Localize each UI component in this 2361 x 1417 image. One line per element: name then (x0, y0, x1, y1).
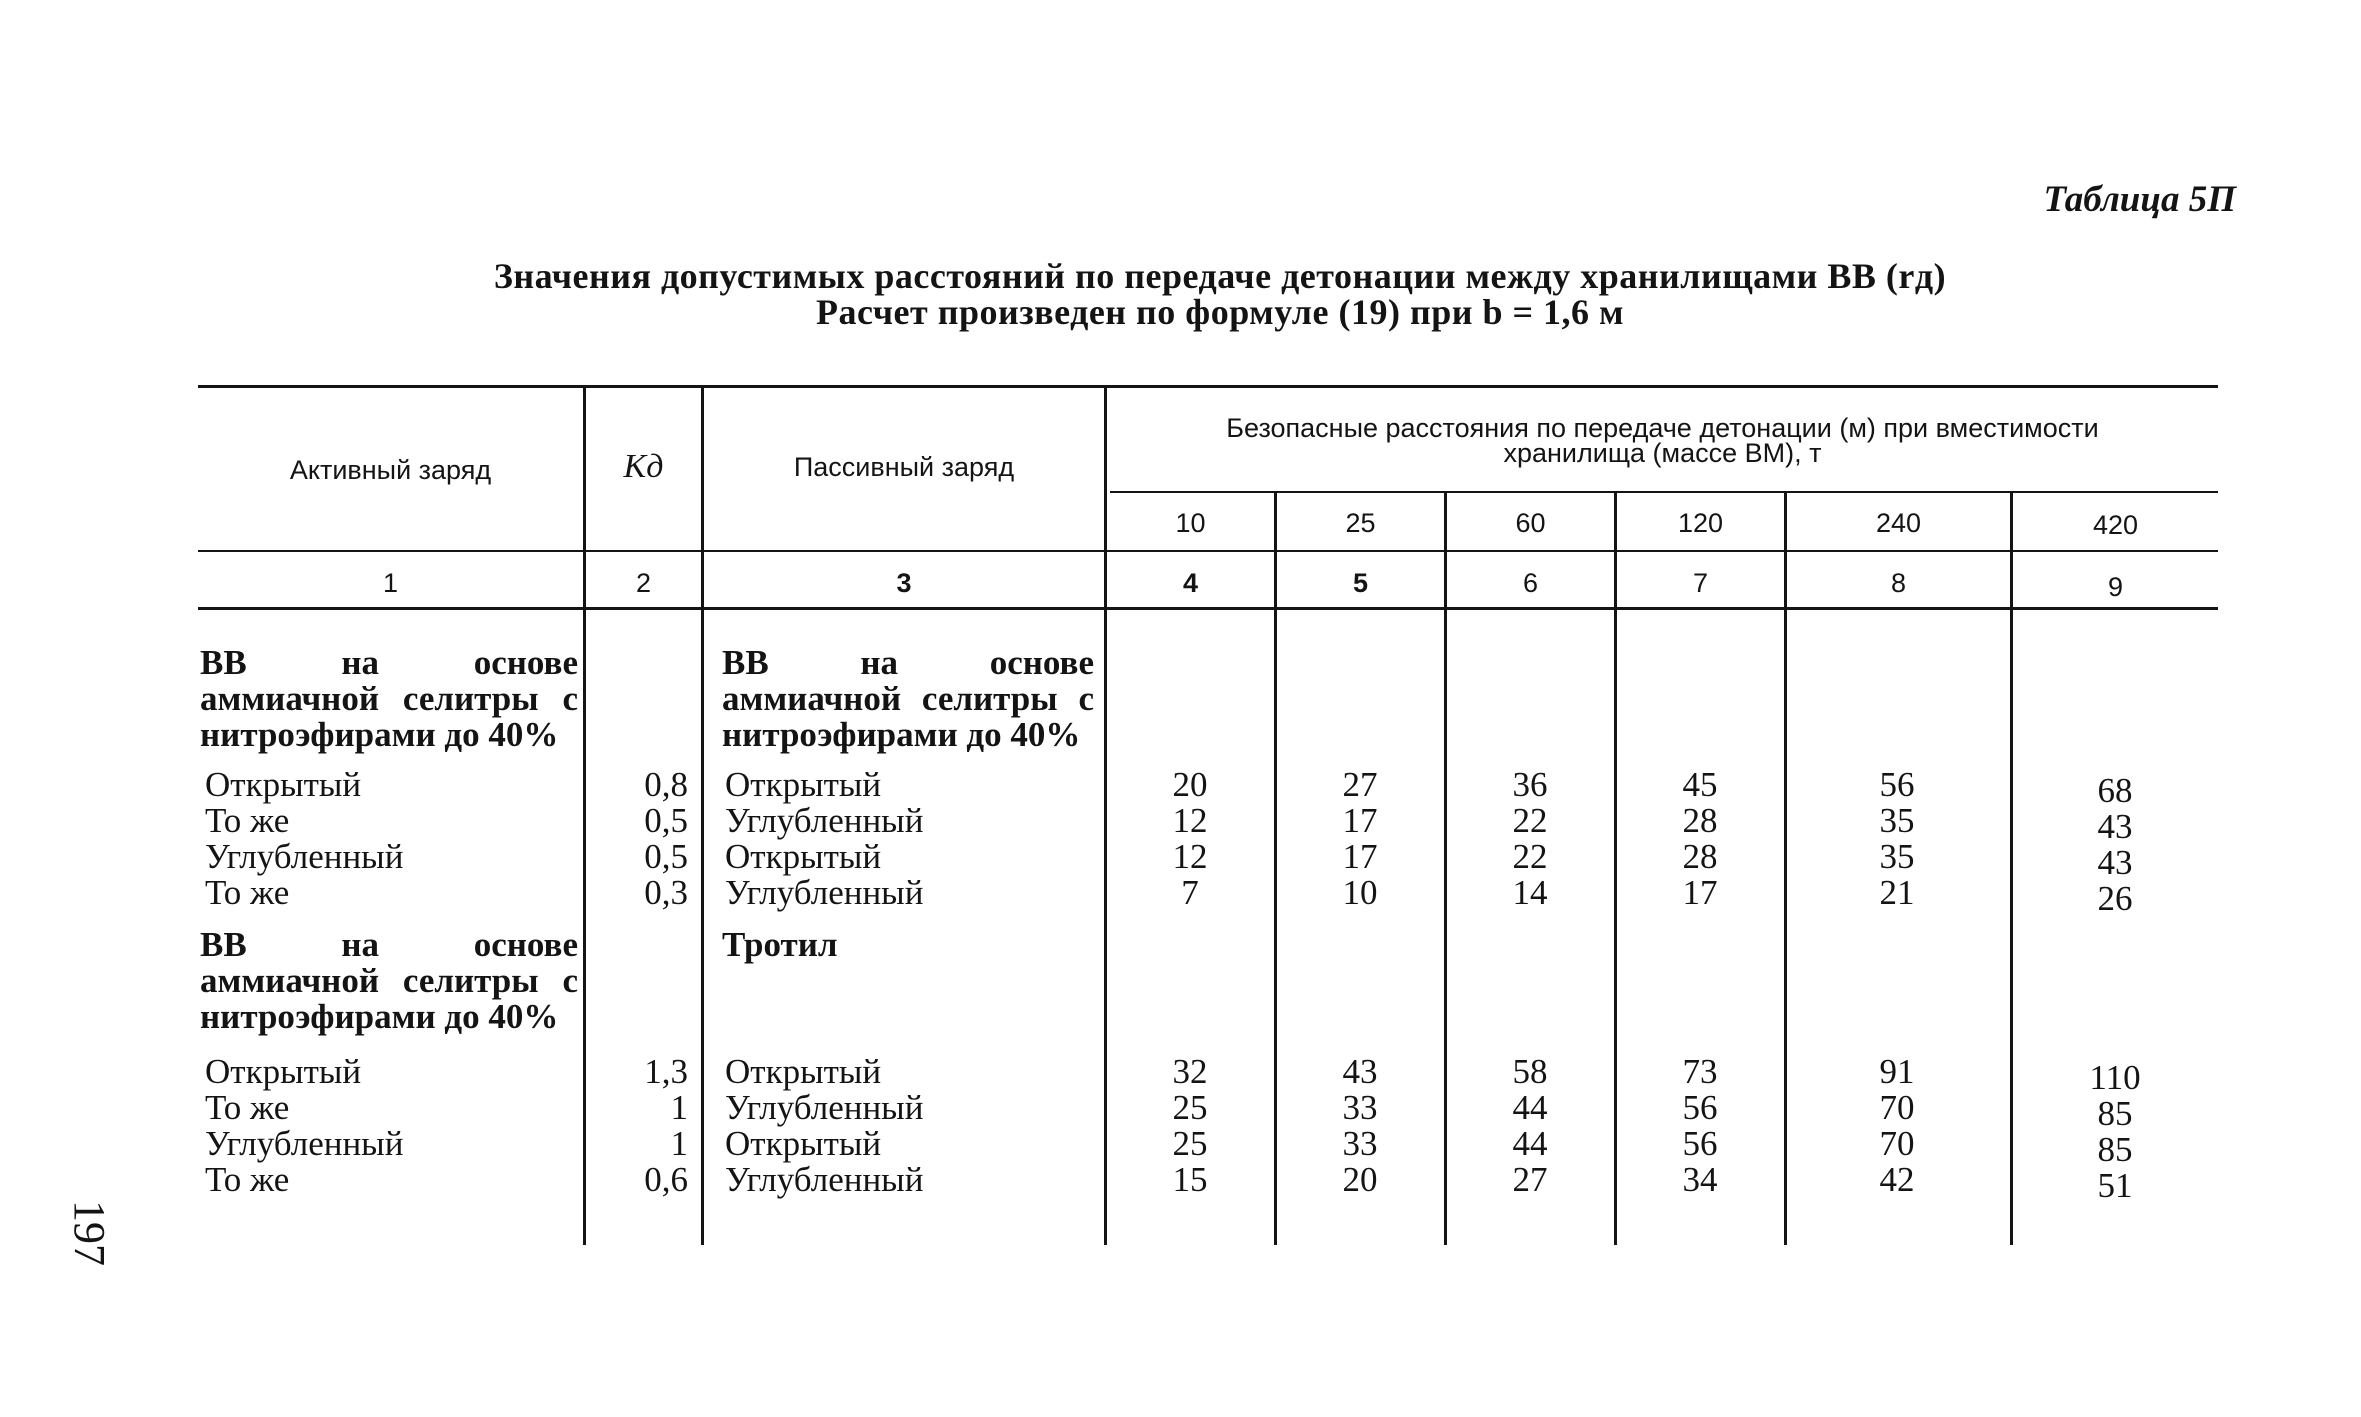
distance-cell: 15 (1172, 1160, 1208, 1199)
distance-cell: 20 (1342, 1160, 1378, 1199)
distance-cell: 28 (1682, 801, 1718, 840)
table-subtitle: Расчет произведен по формуле (19) при b = 1,6 м (815, 292, 1625, 332)
distance-cell: 51 (2097, 1166, 2133, 1205)
col-number-9: 9 (2107, 572, 2124, 602)
distance-cell: 17 (1682, 873, 1718, 912)
col-divider-2 (701, 385, 704, 1245)
distance-cell: 42 (1879, 1160, 1915, 1199)
active-charge-cell: То же (205, 1088, 290, 1127)
distance-cell: 27 (1342, 765, 1378, 804)
distance-cell: 58 (1512, 1052, 1548, 1091)
distance-cell: 44 (1512, 1124, 1548, 1163)
distance-cell: 44 (1512, 1088, 1548, 1127)
section-1-active-title: ВВ на основе аммиачной селитры с нитроэфирами до 40% (200, 643, 578, 754)
col-divider-5 (1444, 493, 1447, 1245)
passive-charge-cell: Открытый (725, 765, 882, 804)
distance-cell: 70 (1879, 1088, 1915, 1127)
capacity-240: 240 (1875, 508, 1922, 538)
active-charge-cell: То же (205, 873, 290, 912)
kd-cell: 0,5 (644, 837, 688, 876)
distance-cell: 33 (1342, 1124, 1378, 1163)
kd-cell: 1,3 (644, 1052, 688, 1091)
col-divider-6 (1614, 493, 1617, 1245)
distance-cell: 14 (1512, 873, 1548, 912)
header-passive: Пассивный заряд (793, 452, 1015, 482)
passive-charge-cell: Углубленный (725, 1160, 924, 1199)
col-number-1: 1 (382, 568, 399, 598)
col-divider-8 (2010, 493, 2013, 1245)
passive-charge-cell: Углубленный (725, 801, 924, 840)
distance-cell: 17 (1342, 801, 1378, 840)
distance-cell: 70 (1879, 1124, 1915, 1163)
passive-charge-cell: Углубленный (725, 873, 924, 912)
kd-cell: 0,5 (644, 801, 688, 840)
kd-cell: 0,6 (644, 1160, 688, 1199)
distance-cell: 35 (1879, 801, 1915, 840)
distance-cell: 25 (1172, 1124, 1208, 1163)
capacity-10: 10 (1175, 508, 1206, 538)
active-charge-cell: Углубленный (205, 1124, 404, 1163)
kd-cell: 0,8 (644, 765, 688, 804)
distance-cell: 12 (1172, 837, 1208, 876)
col-number-3: 3 (896, 568, 912, 598)
passive-charge-cell: Открытый (725, 837, 882, 876)
capacity-25: 25 (1345, 508, 1376, 538)
active-charge-cell: Открытый (205, 765, 362, 804)
distance-cell: 85 (2097, 1130, 2133, 1169)
distance-cell: 27 (1512, 1160, 1548, 1199)
header-safe-distance-2: хранилища (массе ВМ), т (1503, 438, 1822, 468)
distance-cell: 25 (1172, 1088, 1208, 1127)
active-charge-cell: То же (205, 801, 290, 840)
header-kd: Kд (623, 448, 664, 485)
col-number-8: 8 (1890, 568, 1907, 598)
distance-cell: 43 (2097, 807, 2133, 846)
active-charge-cell: То же (205, 1160, 290, 1199)
col-number-2: 2 (635, 568, 652, 598)
kd-cell: 1 (670, 1088, 688, 1127)
passive-charge-cell: Открытый (725, 1052, 882, 1091)
col-number-6: 6 (1522, 568, 1539, 598)
distance-cell: 56 (1879, 765, 1915, 804)
distance-cell: 91 (1879, 1052, 1915, 1091)
capacity-120: 120 (1677, 508, 1724, 538)
distance-cell: 85 (2097, 1094, 2133, 1133)
distance-cell: 68 (2097, 771, 2133, 810)
distance-cell: 34 (1682, 1160, 1718, 1199)
col-divider-7 (1784, 493, 1787, 1245)
col-number-5: 5 (1352, 568, 1369, 598)
distance-cell: 43 (2097, 843, 2133, 882)
section-2-passive-title: Тротил (722, 925, 838, 964)
active-charge-cell: Открытый (205, 1052, 362, 1091)
header-rule (198, 550, 2218, 552)
col-number-7: 7 (1692, 568, 1709, 598)
capacity-420: 420 (2092, 510, 2139, 540)
distance-cell: 56 (1682, 1088, 1718, 1127)
distance-cell: 32 (1172, 1052, 1208, 1091)
passive-charge-cell: Открытый (725, 1124, 882, 1163)
page-number: 197 (65, 1200, 114, 1266)
section-2-active-title: ВВ на основе аммиачной селитры с нитроэфирами до 40% (200, 925, 578, 1036)
distance-cell: 45 (1682, 765, 1718, 804)
distance-cell: 110 (2089, 1058, 2141, 1097)
distance-cell: 7 (1181, 873, 1199, 912)
distance-cell: 20 (1172, 765, 1208, 804)
distance-cell: 35 (1879, 837, 1915, 876)
kd-cell: 0,3 (644, 873, 688, 912)
distance-cell: 28 (1682, 837, 1718, 876)
table-title: Значения допустимых расстояний по передаче детонации между хранилищами ВВ (rд) (493, 256, 1947, 296)
distance-cell: 73 (1682, 1052, 1718, 1091)
distance-cell: 22 (1512, 801, 1548, 840)
distance-cell: 36 (1512, 765, 1548, 804)
column-number-rule (198, 607, 2218, 610)
distance-cell: 10 (1342, 873, 1378, 912)
distance-cell: 26 (2097, 879, 2133, 918)
header-active: Активный заряд (289, 455, 492, 485)
col-divider-4 (1274, 493, 1277, 1245)
col-number-4: 4 (1182, 568, 1199, 598)
kd-cell: 1 (670, 1124, 688, 1163)
distance-cell: 43 (1342, 1052, 1378, 1091)
table-number: Таблица 5П (2043, 179, 2236, 220)
active-charge-cell: Углубленный (205, 837, 404, 876)
distance-cell: 17 (1342, 837, 1378, 876)
capacity-60: 60 (1515, 508, 1546, 538)
col-divider-1 (583, 385, 586, 1245)
distance-cell: 21 (1879, 873, 1915, 912)
header-safe-distance: Безопасные расстояния по передаче детонации (м) при вместимости (1226, 413, 2099, 443)
section-1-passive-title: ВВ на основе аммиачной селитры с нитроэфирами до 40% (722, 643, 1094, 754)
distance-cell: 22 (1512, 837, 1548, 876)
table-top-rule (198, 385, 2218, 388)
distance-cell: 56 (1682, 1124, 1718, 1163)
passive-charge-cell: Углубленный (725, 1088, 924, 1127)
distance-cell: 12 (1172, 801, 1208, 840)
distance-cell: 33 (1342, 1088, 1378, 1127)
